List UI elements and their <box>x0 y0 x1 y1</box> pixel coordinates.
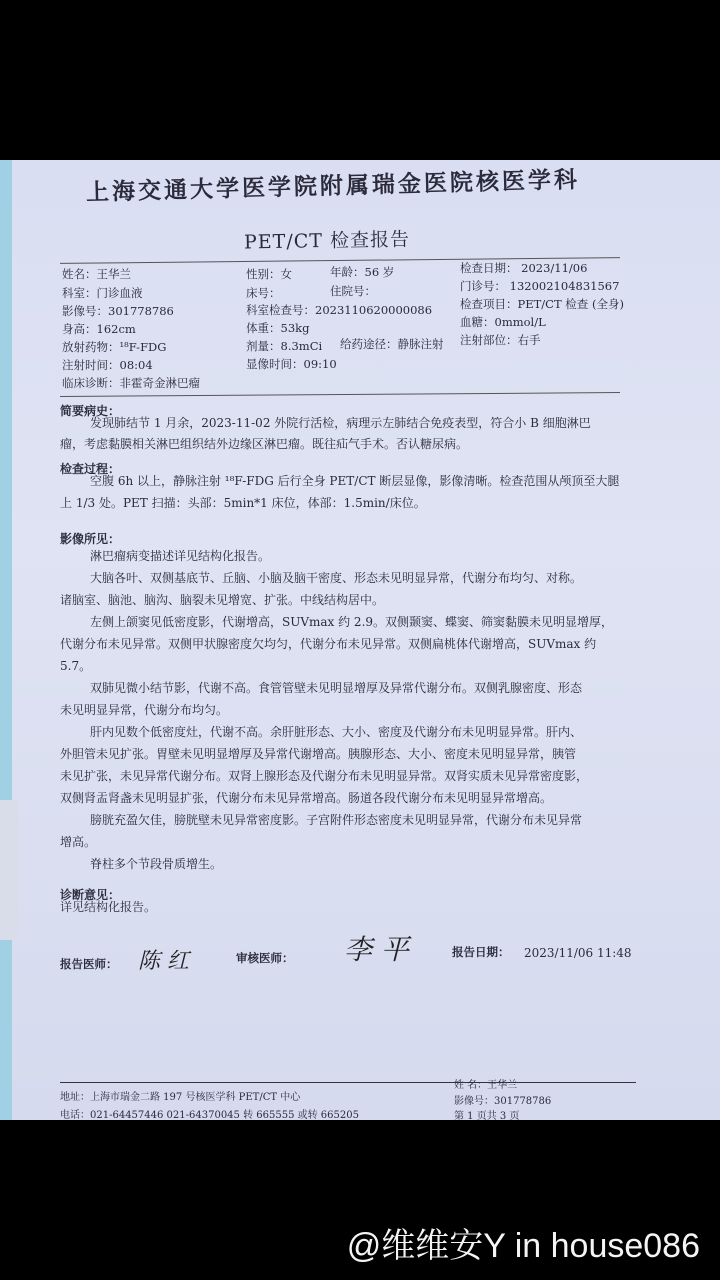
findings-line: 左侧上颌窦见低密度影，代谢增高，SUVmax 约 2.9。双侧颞窦、蝶窦、筛窦黏膜未见明显增厚， <box>90 615 614 629</box>
findings-line: 未见扩张，未见异常代谢分布。双肾上腺形态及代谢分布未见明显异常。双肾实质未见异常密度影， <box>60 769 589 783</box>
patient-name: 姓名：王华兰 <box>62 267 131 281</box>
findings-line: 未见明显异常，代谢分布均匀。 <box>60 703 229 717</box>
dept-exam-number: 科室检查号：2023110620000086 <box>246 303 433 317</box>
department: 科室：门诊血液 <box>62 286 143 300</box>
footer-page: 第 1 页共 3 页 <box>454 1111 520 1120</box>
administration-route: 给药途径：静脉注射 <box>340 337 444 351</box>
findings-line: 增高。 <box>60 835 97 849</box>
injection-site: 注射部位：右手 <box>460 333 541 347</box>
footer-image-number: 影像号：301778786 <box>454 1096 552 1107</box>
info-rule <box>60 392 620 397</box>
clinical-diagnosis: 临床诊断：非霍奇金淋巴瘤 <box>62 376 200 390</box>
findings-line: 双侧肾盂肾盏未见明显扩张，代谢分布未见异常增高。肠道各段代谢分布未见明显异常增高。 <box>60 791 553 805</box>
patient-gender: 性别：女 <box>246 267 292 281</box>
history-line: 瘤，考虑黏膜相关淋巴组织结外边缘区淋巴瘤。既往疝气手术。否认糖尿病。 <box>60 437 469 451</box>
footer-address: 地址：上海市瑞金二路 197 号核医学科 PET/CT 中心 <box>60 1092 301 1103</box>
exam-item: 检查项目：PET/CT 检查 (全身) <box>460 297 624 311</box>
findings-line: 5.7。 <box>60 659 92 673</box>
hospital-name: 上海交通大学医学院附属瑞金医院核医学科 <box>85 166 581 206</box>
report-doctor-signature: 陈 红 <box>138 949 189 974</box>
reviewer-signature: 李 平 <box>344 933 409 966</box>
watermark: @维维安Y in house086 <box>346 1227 700 1265</box>
patient-age: 年龄：56 岁 <box>330 265 395 279</box>
report-title: PET/CT 检查报告 <box>243 228 411 254</box>
procedure-line: 空腹 6h 以上，静脉注射 ¹⁸F-FDG 后行全身 PET/CT 断层显像，影像清晰。检查范围从颅顶至大腿 <box>90 474 620 488</box>
inpatient-number: 住院号： <box>330 284 376 298</box>
history-title: 简要病史： <box>60 404 121 418</box>
findings-line: 大脑各叶、双侧基底节、丘脑、小脑及脑干密度、形态未见明显异常，代谢分布均匀、对称。 <box>90 571 583 585</box>
findings-title: 影像所见： <box>60 532 121 546</box>
weight: 体重：53kg <box>246 321 310 335</box>
height: 身高：162cm <box>62 322 136 336</box>
reviewer-label: 审核医师： <box>236 951 294 965</box>
exam-date: 检查日期： 2023/11/06 <box>460 261 588 275</box>
procedure-line: 上 1/3 处。PET 扫描：头部：5min*1 床位，体部：1.5min/床位。 <box>60 496 426 510</box>
opinion-title: 诊断意见： <box>60 888 121 902</box>
history-line: 发现肺结节 1 月余，2023-11-02 外院行活检，病理示左肺结合免疫表型，符合小 B 细胞淋巴 <box>90 416 591 430</box>
findings-line: 双肺见微小结节影，代谢不高。食管管壁未见明显增厚及异常代谢分布。双侧乳腺密度、形态 <box>90 681 583 695</box>
report-date: 2023/11/06 11:48 <box>524 946 632 960</box>
clinic-number: 门诊号： 132002104831567 <box>460 279 620 293</box>
image-number: 影像号：301778786 <box>62 304 174 318</box>
opinion-text: 详见结构化报告。 <box>60 900 157 914</box>
radiopharmaceutical: 放射药物：¹⁸F-FDG <box>62 340 167 354</box>
dose: 剂量：8.3mCi <box>246 339 323 353</box>
findings-line: 肝内见数个低密度灶，代谢不高。余肝脏形态、大小、密度及代谢分布未见明显异常。肝内、 <box>90 725 583 739</box>
findings-line: 膀胱充盈欠佳，膀胱壁未见异常密度影。子宫附件形态密度未见明显异常，代谢分布未见异常 <box>90 813 583 827</box>
footer-phone: 电话：021-64457446 021-64370045 转 665555 或转 665205 <box>60 1110 359 1120</box>
injection-time: 注射时间：08:04 <box>62 358 153 372</box>
footer-rule <box>60 1082 636 1083</box>
imaging-time: 显像时间：09:10 <box>246 357 337 371</box>
report-doctor-label: 报告医师： <box>60 957 118 971</box>
procedure-title: 检查过程： <box>60 462 121 476</box>
findings-line: 脊柱多个节段骨质增生。 <box>90 857 223 871</box>
blood-glucose: 血糖：0mmol/L <box>460 315 546 329</box>
bed-number: 床号： <box>246 286 281 300</box>
footer-name: 姓 名：王华兰 <box>454 1080 518 1091</box>
findings-line: 外胆管未见扩张。胃壁未见明显增厚及异常代谢增高。胰腺形态、大小、密度未见明显异常，胰管 <box>60 747 577 761</box>
findings-line: 诸脑室、脑池、脑沟、脑裂未见增宽、扩张。中线结构居中。 <box>60 593 385 607</box>
findings-line: 代谢分布未见异常。双侧甲状腺密度欠均匀，代谢分布未见异常。双侧扁桃体代谢增高，SUVmax 约 <box>60 637 597 651</box>
report-date-label: 报告日期： <box>452 945 510 959</box>
binder-edge <box>0 160 12 1120</box>
document-photo <box>0 160 720 1120</box>
findings-line: 淋巴瘤病变描述详见结构化报告。 <box>90 549 271 563</box>
report-paper <box>14 160 720 1120</box>
